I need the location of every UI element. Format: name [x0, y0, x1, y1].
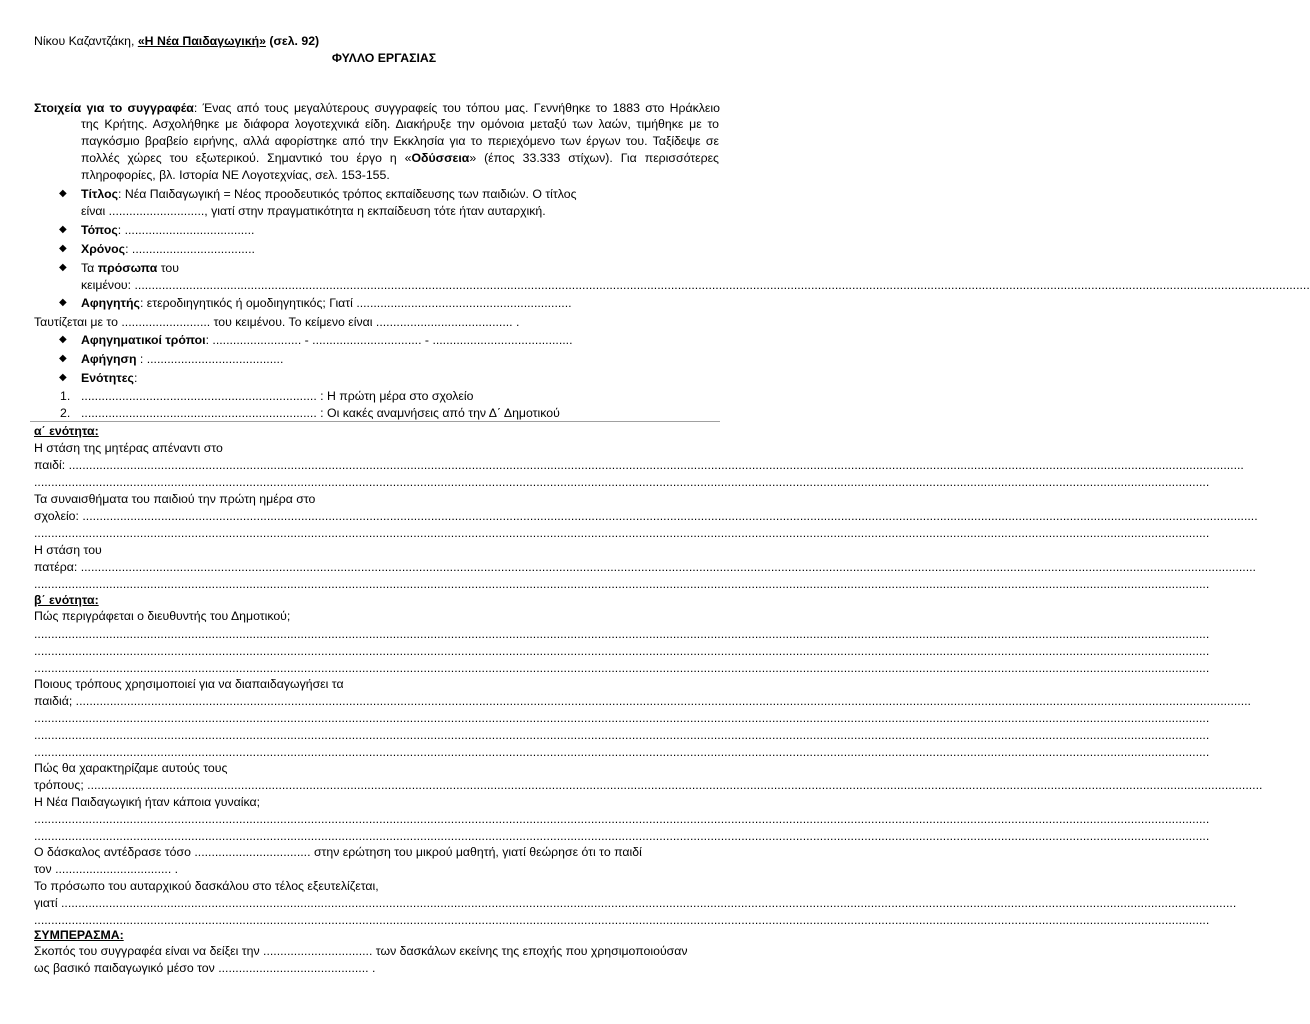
identifies-blank-2[interactable]: ........................................ — [375, 315, 513, 329]
sections-line: Ενότητες: — [81, 371, 138, 385]
question: Τα συναισθήματα του παιδιού την πρώτη ημέρα στο — [34, 492, 316, 506]
section-2-line: ..................................................................... : Οι κακές αναμνήσεις από την Δ΄ Δημοτικού — [81, 406, 560, 420]
narrator-blank[interactable]: ............................................................... — [356, 296, 572, 310]
answer-line[interactable]: ........................................................................................................................................................................................................................................................................................................................................................ — [34, 627, 1210, 641]
diamond-bullet-icon: ◆ — [59, 262, 67, 273]
diamond-bullet-icon: ◆ — [59, 243, 67, 254]
conclusion-heading: ΣΥΜΠΕΡΑΣΜΑ: — [34, 928, 124, 942]
conclusion-line-2: ως βασικό παιδαγωγικό μέσο τον ............................................ . — [34, 961, 376, 975]
section-b-heading: β΄ ενότητα: — [34, 593, 99, 607]
section-a-heading: α΄ ενότητα: — [34, 424, 99, 438]
persons-line: Τα πρόσωπα του — [81, 261, 179, 275]
sheet-title: ΦΥΛΛΟ ΕΡΓΑΣΙΑΣ — [331, 51, 437, 65]
answer-line[interactable]: ........................................................................................................................................................................................................................................................................................................................................................ — [34, 475, 1210, 489]
diamond-bullet-icon: ◆ — [59, 334, 67, 345]
title-line-2: είναι ............................, γιατί στην πραγματικότητα η εκπαίδευση τότε ήταν αυταρχική. — [81, 204, 546, 218]
section-number: 2. — [60, 406, 71, 420]
answer-line: γιατί ........................................................................................................................................................................................................................................................................................................................................................ — [34, 896, 1237, 910]
work-title: «Η Νέα Παιδαγωγική» — [137, 34, 266, 48]
diamond-bullet-icon: ◆ — [59, 353, 67, 364]
narrator-line: Αφηγητής: ετεροδιηγητικός ή ομοδιηγητικός; Γιατί ............................................................... — [81, 296, 572, 310]
title-blank[interactable]: ............................ — [108, 204, 205, 218]
divider — [30, 421, 720, 422]
question: Πώς θα χαρακτηρίζαμε αυτούς τους — [34, 761, 228, 775]
question: Η στάση της μητέρας απέναντι στο — [34, 441, 223, 455]
answer-line[interactable]: ........................................................................................................................................................................................................................................................................................................................................................ — [34, 728, 1210, 742]
modes-line: Αφηγηματικοί τρόποι: .......................... - ................................ - ......................................... — [81, 333, 573, 347]
answer-line[interactable]: ........................................................................................................................................................................................................................................................................................................................................................ — [34, 661, 1210, 675]
bio-line-5: πληροφορίες, βλ. Ιστορία ΝΕ Λογοτεχνίας, σελ. 153-155. — [81, 168, 390, 182]
answer-blank[interactable]: ........................................................................................................................................................................................................................................................................................................................................................ — [61, 896, 1237, 910]
answer-blank[interactable]: ................................ — [263, 944, 373, 958]
diamond-bullet-icon: ◆ — [59, 372, 67, 383]
odyssey-title: Οδύσσεια — [411, 151, 470, 165]
place-blank[interactable]: : ...................................... — [117, 223, 255, 237]
question: Ο δάσκαλος αντέδρασε τόσο .................................. στην ερώτηση του μικρού μαθητή, γιατί θεώρησε ότι το παιδί — [34, 845, 642, 859]
answer-line[interactable]: ........................................................................................................................................................................................................................................................................................................................................................ — [34, 711, 1210, 725]
place-line: Τόπος: ...................................... — [81, 223, 255, 237]
diamond-bullet-icon: ◆ — [59, 188, 67, 199]
conclusion-line-1: Σκοπός του συγγραφέα είναι να δείξει την ................................ των δασκάλων εκείνης της εποχής που χρησιμοποιούσαν — [34, 944, 688, 958]
diamond-bullet-icon: ◆ — [59, 297, 67, 308]
answer-line: πατέρα: ........................................................................................................................................................................................................................................................................................................................................................ — [34, 560, 1256, 574]
diamond-bullet-icon: ◆ — [59, 224, 67, 235]
answer-line: τον .................................. . — [34, 862, 179, 876]
question: Πώς περιγράφεται ο διευθυντής του Δημοτικού; — [34, 609, 291, 623]
persons-line-2: κειμένου: ........................................................................................................................................................................................................................................................................................................................................................ — [81, 278, 1310, 292]
time-line: Χρόνος: .................................... — [81, 242, 255, 256]
question: Ποιους τρόπους χρησιμοποιεί για να διαπαιδαγωγήσει τα — [34, 677, 344, 691]
title-line: Τίτλος: Νέα Παιδαγωγική = Νέος προοδευτικός τρόπος εκπαίδευσης των παιδιών. Ο τίτλος — [81, 187, 577, 201]
question: Το πρόσωπο του αυταρχικού δασκάλου στο τέλος εξευτελίζεται, — [34, 879, 379, 893]
answer-blank[interactable]: ........................................................................................................................................................................................................................................................................................................................................................ — [87, 778, 1263, 792]
identifies-blank-1[interactable]: .......................... — [121, 315, 211, 329]
answer-line: τρόπους; ........................................................................................................................................................................................................................................................................................................................................................ — [34, 778, 1263, 792]
answer-line[interactable]: ........................................................................................................................................................................................................................................................................................................................................................ — [34, 644, 1210, 658]
answer-blank[interactable]: ........................................................................................................................................................................................................................................................................................................................................................ — [75, 694, 1251, 708]
question: Η στάση του — [34, 543, 102, 557]
answer-line: σχολείο: ........................................................................................................................................................................................................................................................................................................................................................ — [34, 509, 1258, 523]
answer-line[interactable]: ........................................................................................................................................................................................................................................................................................................................................................ — [34, 913, 1210, 927]
narration-blank[interactable]: : ........................................ — [136, 352, 284, 366]
bio-line-3: παγκόσμιο βραβείο ειρήνης, αλλά αφορίστηκε από την Εκκλησία για το περιεχόμενο των έργων του. Ταξίδεψε σε — [81, 134, 719, 148]
answer-line[interactable]: ........................................................................................................................................................................................................................................................................................................................................................ — [34, 577, 1210, 591]
answer-line[interactable]: ........................................................................................................................................................................................................................................................................................................................................................ — [34, 745, 1210, 759]
answer-blank[interactable]: ............................................ — [218, 961, 369, 975]
answer-blank[interactable]: .................................. — [55, 862, 172, 876]
modes-blank[interactable]: : .......................... - ................................ - ......................................... — [205, 333, 573, 347]
bio-line-1: Στοιχεία για το συγγραφέα: Ένας από τους μεγαλύτερους συγγραφείς του τόπου μας. Γεννήθηκε το 1883 στο Ηράκλειο — [34, 101, 720, 115]
identifies-line: Ταυτίζεται με το .......................... του κειμένου. Το κείμενο είναι ........................................ . — [34, 315, 520, 329]
bio-label: Στοιχεία για το συγγραφέα — [34, 101, 194, 115]
bio-line-4: πολλές χώρες του εξωτερικού. Σημαντικό του έργο η «Οδύσσεια» (έπος 33.333 στίχων). Για περισσότερες — [81, 151, 719, 165]
answer-line: παιδιά; ........................................................................................................................................................................................................................................................................................................................................................ — [34, 694, 1251, 708]
time-blank[interactable]: : .................................... — [125, 242, 255, 256]
page-ref: (σελ. 92) — [265, 34, 320, 48]
answer-blank[interactable]: ........................................................................................................................................................................................................................................................................................................................................................ — [82, 509, 1258, 523]
section-2-blank[interactable]: ..................................................................... — [81, 406, 317, 420]
section-1-blank[interactable]: ..................................................................... — [81, 389, 317, 403]
answer-blank[interactable]: ........................................................................................................................................................................................................................................................................................................................................................ — [68, 458, 1244, 472]
section-number: 1. — [60, 389, 71, 403]
persons-blank[interactable]: ........................................................................................................................................................................................................................................................................................................................................................ — [134, 278, 1310, 292]
question: Η Νέα Παιδαγωγική ήταν κάποια γυναίκα; — [34, 795, 260, 809]
answer-blank[interactable]: ........................................................................................................................................................................................................................................................................................................................................................ — [80, 560, 1256, 574]
answer-line[interactable]: ........................................................................................................................................................................................................................................................................................................................................................ — [34, 829, 1210, 843]
answer-line[interactable]: ........................................................................................................................................................................................................................................................................................................................................................ — [34, 526, 1210, 540]
bio-line-2: της Κρήτης. Ασχολήθηκε με διάφορα λογοτεχνικά είδη. Διακήρυξε την ομόνοια μεταξύ των λαών, τιμήθηκε με το — [81, 117, 719, 131]
answer-line[interactable]: ........................................................................................................................................................................................................................................................................................................................................................ — [34, 812, 1210, 826]
header-line — [34, 33, 319, 49]
author: Νίκου Καζαντζάκη, — [34, 34, 138, 48]
narration-line: Αφήγηση : ........................................ — [81, 352, 284, 366]
section-1-line: ..................................................................... : Η πρώτη μέρα στο σχολείο — [81, 389, 474, 403]
answer-line: παιδί: ........................................................................................................................................................................................................................................................................................................................................................ — [34, 458, 1244, 472]
answer-blank[interactable]: .................................. — [194, 845, 311, 859]
